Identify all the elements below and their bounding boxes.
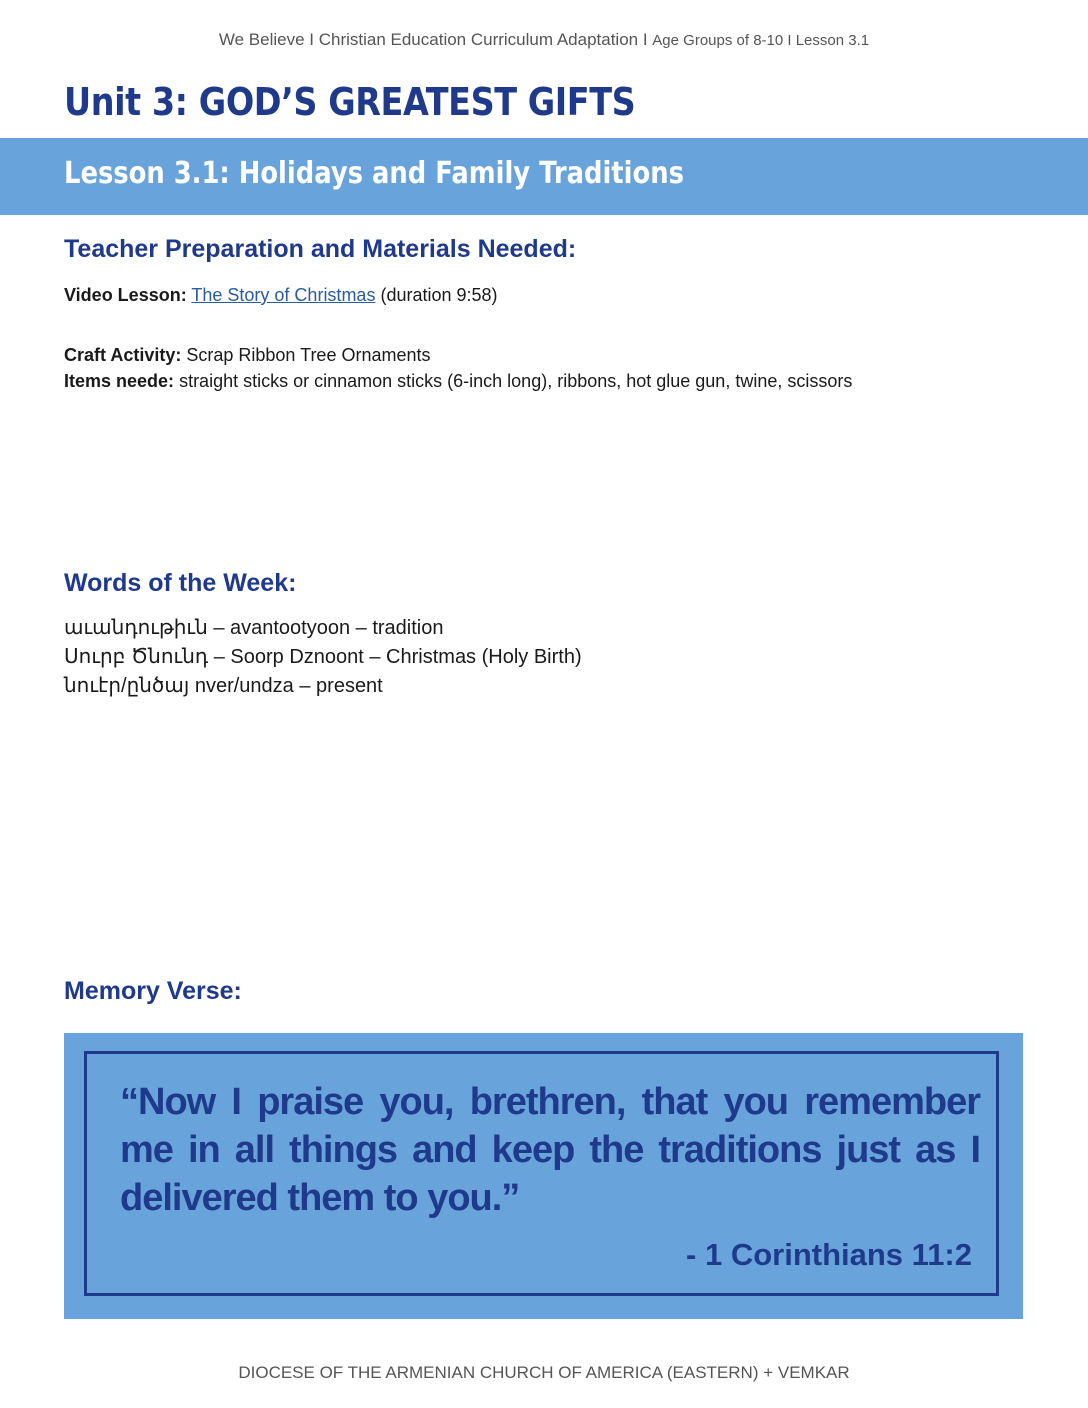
header-main-text: We Believe I Christian Education Curriculum Adaptation I	[218, 30, 648, 49]
memory-verse-heading: Memory Verse:	[64, 977, 242, 1005]
craft-activity-value: Scrap Ribbon Tree Ornaments	[186, 345, 431, 365]
page-header	[0, 30, 1088, 50]
video-duration: (duration 9:58)	[380, 285, 498, 305]
memory-verse-frame	[84, 1051, 999, 1296]
memory-verse-text: “Now I praise you, brethren, that you remember me in all things and keep the traditions just as I delivered them to you.”	[120, 1081, 980, 1219]
word-entry: Սուրբ Ծնունդ – Soorp Dznoont – Christmas (Holy Birth)	[64, 646, 582, 668]
memory-verse-reference: - 1 Corinthians 11:2	[686, 1237, 972, 1272]
word-entry: նուէր/ընծայ nver/undza – present	[64, 675, 383, 697]
word-entry: աւանդութիւն – avantootyoon – tradition	[64, 617, 444, 639]
header-age-lesson-text: Age Groups of 8-10 I Lesson 3.1	[652, 32, 870, 49]
lesson-title: Lesson 3.1: Holidays and Family Traditions	[64, 156, 684, 191]
items-needed-value: straight sticks or cinnamon sticks (6-inch long), ribbons, hot glue gun, twine, scissors	[179, 371, 853, 391]
teacher-prep-heading: Teacher Preparation and Materials Needed:	[64, 235, 577, 263]
video-lesson-line	[64, 285, 498, 306]
page-footer: DIOCESE OF THE ARMENIAN CHURCH OF AMERICA (EASTERN) + VEMKAR	[238, 1363, 850, 1382]
words-of-week-heading: Words of the Week:	[64, 569, 297, 597]
craft-activity-line	[64, 345, 431, 366]
craft-activity-label: Craft Activity:	[64, 345, 182, 365]
unit-title: Unit 3: GOD’S GREATEST GIFTS	[64, 80, 636, 124]
video-lesson-label: Video Lesson:	[64, 285, 187, 305]
items-needed-line	[64, 371, 852, 392]
items-needed-label: Items neede:	[64, 371, 175, 391]
video-lesson-link[interactable]: The Story of Christmas	[191, 285, 376, 305]
memory-verse-box	[64, 1033, 1023, 1319]
